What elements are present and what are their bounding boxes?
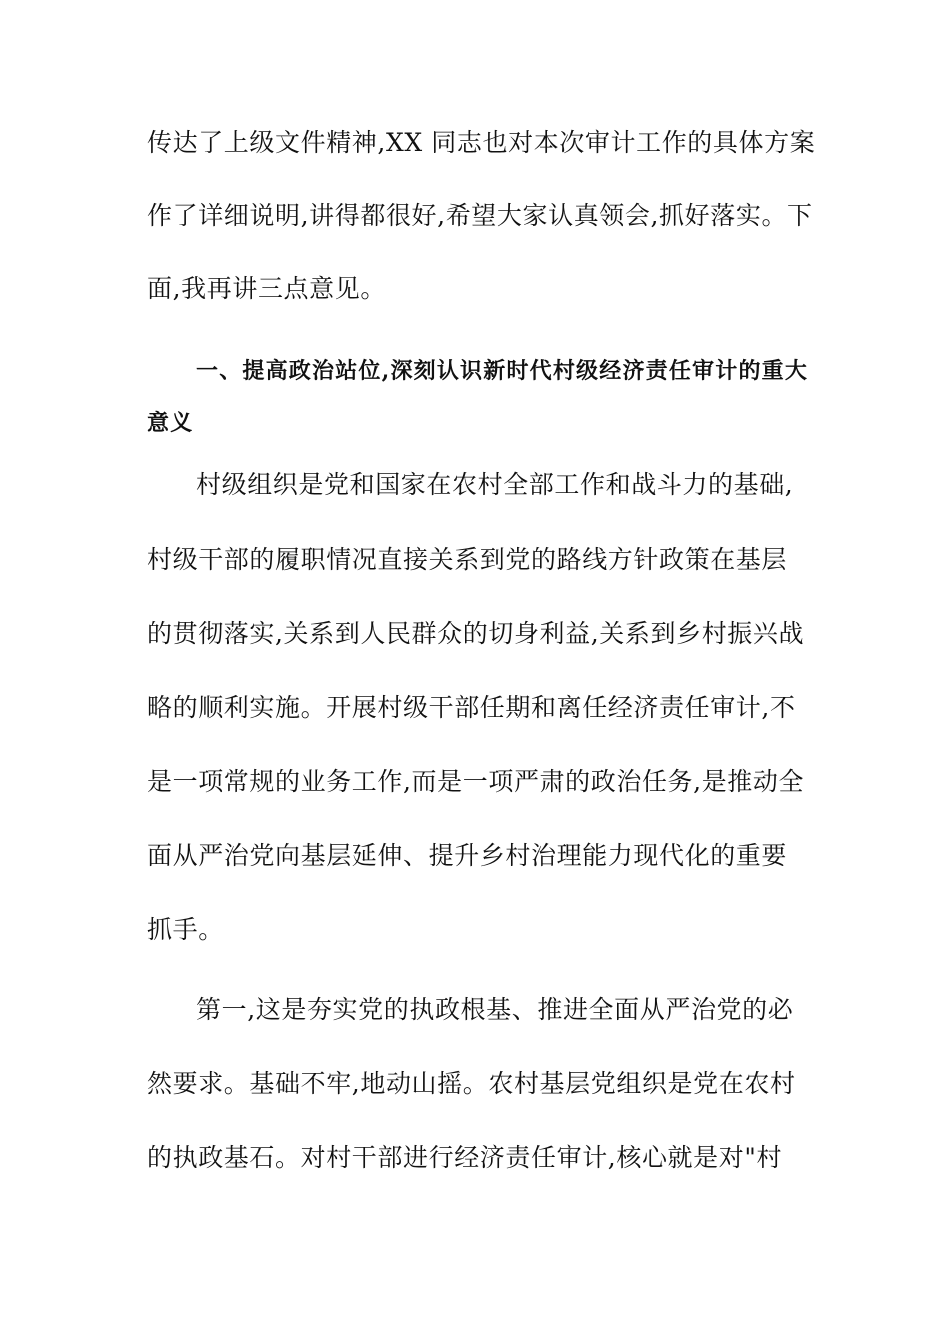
text-line: 抓手。 bbox=[147, 915, 224, 944]
text-line: 略的顺利实施。开展村级干部任期和离任经济责任审计,不 bbox=[147, 693, 796, 722]
text-line: 第一,这是夯实党的执政根基、推进全面从严治党的必 bbox=[196, 995, 794, 1024]
text-line: 的执政基石。对村干部进行经济责任审计,核心就是对"村 bbox=[147, 1143, 783, 1172]
heading-line: 一、提高政治站位,深刻认识新时代村级经济责任审计的重大 bbox=[196, 358, 809, 384]
text-line: 作了详细说明,讲得都很好,希望大家认真领会,抓好落实。下 bbox=[147, 201, 813, 230]
text-line: 的贯彻落实,关系到人民群众的切身利益,关系到乡村振兴战 bbox=[147, 619, 805, 648]
heading-line: 意义 bbox=[147, 410, 194, 436]
text-line: 传达了上级文件精神,XX 同志也对本次审计工作的具体方案 bbox=[147, 128, 816, 157]
text-line: 面从严治党向基层延伸、提升乡村治理能力现代化的重要 bbox=[147, 841, 788, 870]
text-line: 面,我再讲三点意见。 bbox=[147, 274, 386, 303]
text-line: 村级干部的履职情况直接关系到党的路线方针政策在基层 bbox=[147, 545, 788, 574]
text-line: 村级组织是党和国家在农村全部工作和战斗力的基础, bbox=[196, 470, 794, 499]
text-line: 是一项常规的业务工作,而是一项严肃的政治任务,是推动全 bbox=[147, 767, 805, 796]
text-line: 然要求。基础不牢,地动山摇。农村基层党组织是党在农村 bbox=[147, 1069, 796, 1098]
